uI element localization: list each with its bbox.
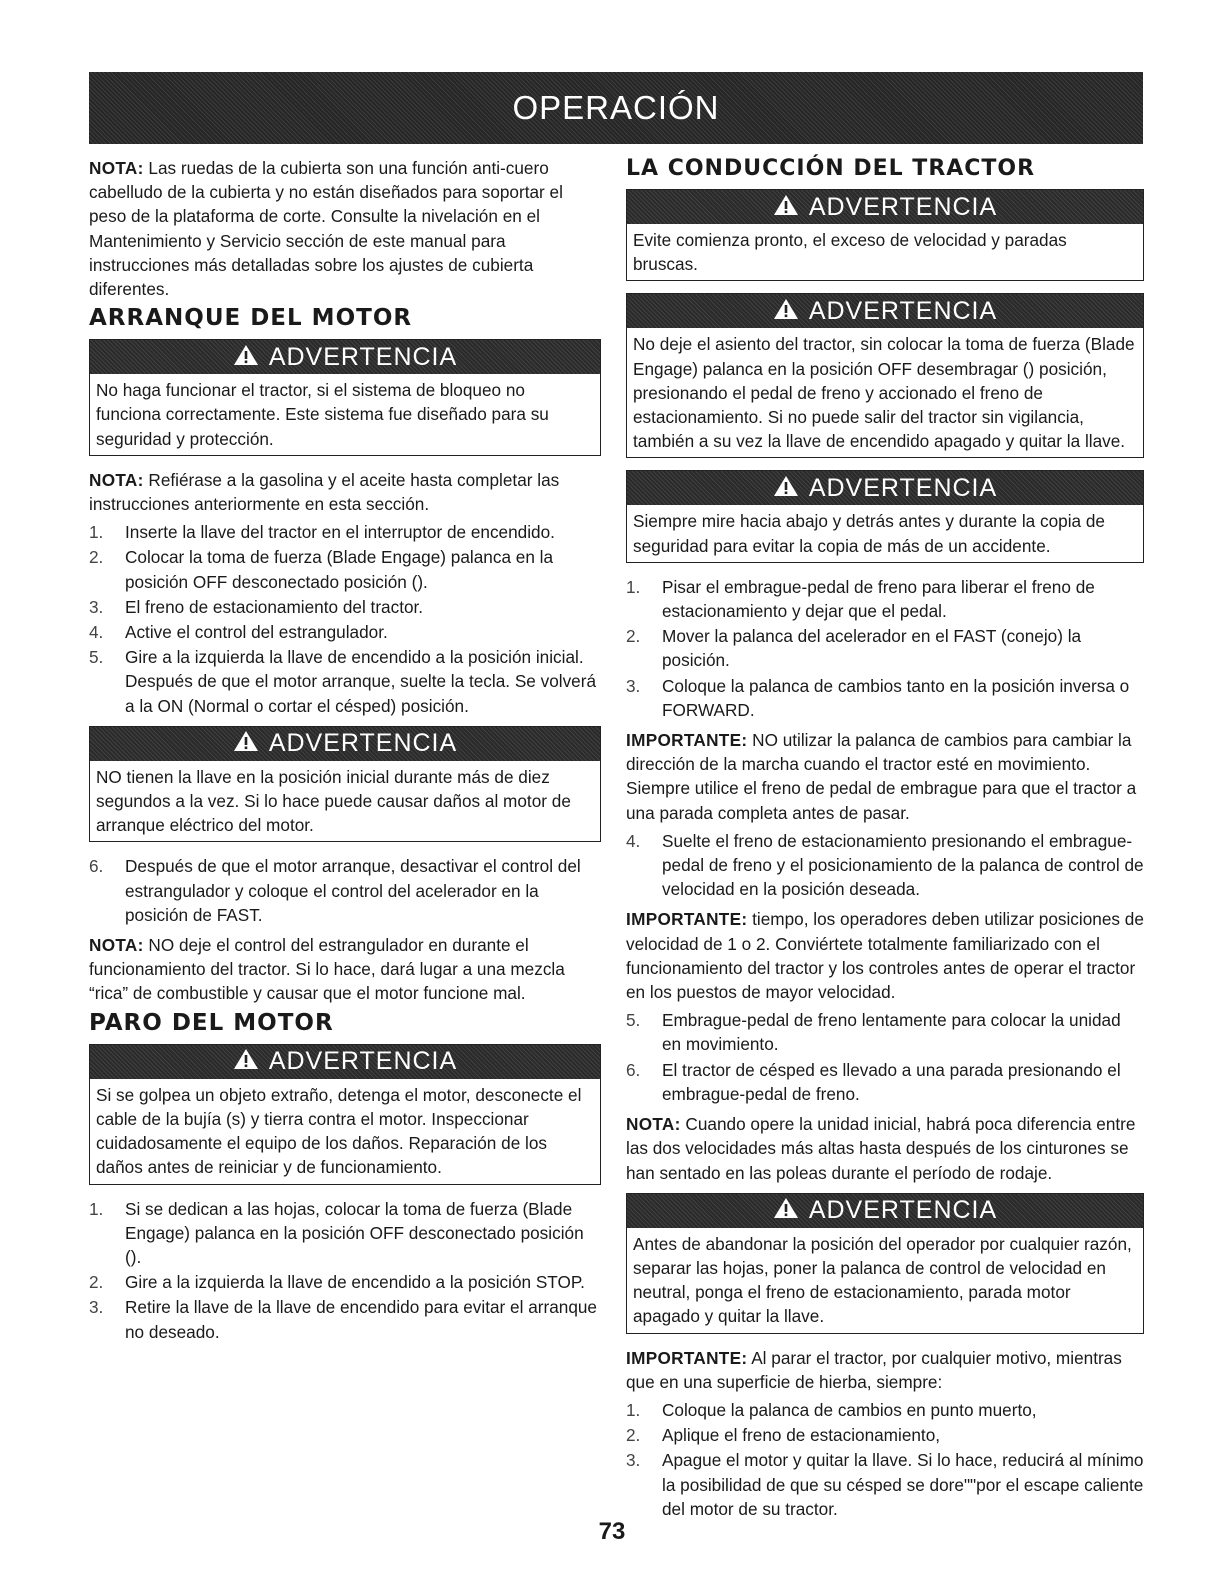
page-number: 73 (598, 1518, 626, 1545)
list-item: 4. Active el control del estrangulador. (89, 622, 388, 643)
warning-title: ADVERTENCIA (268, 729, 458, 758)
nota-paragraph: NOTA: Cuando opere la unidad inicial, habrá poca diferencia entre las dos velocidades más altas hasta después de los cinturones se han sentado en las poleas durante el período de rodaje. (626, 1114, 1136, 1183)
warning-box (626, 189, 1144, 281)
list-item: 2. Colocar la toma de fuerza (Blade Engage) palanca en la posición OFF desconectado posición (). (89, 547, 554, 592)
nota-paragraph: NOTA: Refiérase a la gasolina y el aceite hasta completar las instrucciones anteriormente en esta sección. (89, 469, 560, 515)
list-item: 5. Embrague-pedal de freno lentamente para colocar la unidad en movimiento. (626, 1010, 1121, 1055)
warning-text: NO tienen la llave en la posición inicial durante más de diez segundos a la vez. Si lo hace puede causar daños al motor de arranque eléctrico del motor. (96, 766, 571, 836)
start-steps-list-continued (89, 854, 601, 927)
warning-title: ADVERTENCIA (808, 473, 998, 502)
warning-header (90, 1045, 600, 1079)
section-heading-arranque: ARRANQUE DEL MOTOR (89, 305, 413, 332)
warning-triangle-icon (773, 298, 799, 325)
driving-steps-list-continued (626, 1008, 1144, 1106)
list-item: 2. Mover la palanca del acelerador en el FAST (conejo) la posición. (626, 626, 1082, 671)
warning-header (627, 294, 1143, 328)
left-column (89, 156, 601, 1350)
warning-triangle-icon (773, 1197, 799, 1224)
list-item: 1. Inserte la llave del tractor en el interruptor de encendido. (89, 522, 555, 543)
stop-steps-list (89, 1197, 601, 1344)
list-item: 1. Si se dedican a las hojas, colocar la toma de fuerza (Blade Engage) palanca en la posición OFF desconectado posición (). (89, 1198, 584, 1267)
warning-box (626, 470, 1144, 562)
warning-header (90, 727, 600, 761)
warning-box (89, 339, 601, 456)
warning-box (89, 726, 601, 843)
list-item: 1. Coloque la palanca de cambios en punto muerto, (626, 1399, 1037, 1420)
list-item: 1. Pisar el embrague-pedal de freno para liberar el freno de estacionamiento y dejar que el pedal. (626, 576, 1095, 622)
page-title: OPERACIÓN (512, 89, 720, 126)
importante-paragraph: IMPORTANTE: tiempo, los operadores deben utilizar posiciones de velocidad de 1 o 2. Conviértete totalmente familiarizado con el funcionamiento del tractor y los controles antes de operar el tractor en los puestos de mayor velocidad. (626, 909, 1144, 1003)
warning-text: Si se golpea un objeto extraño, detenga el motor, desconecte el cable de la bujía (s) y tierra contra el motor. Inspeccionar cuidadosamente el equipo de los daños. Reparación de los daños antes de reiniciar y de funcionamiento. (96, 1084, 582, 1178)
importante-paragraph: IMPORTANTE: NO utilizar la palanca de cambios para cambiar la dirección de la marcha cuando el tractor esté en movimiento. Siempre utilice el freno de pedal de embrague para que el tractor a una parada completa antes de pasar. (626, 730, 1137, 823)
warning-title: ADVERTENCIA (808, 1196, 998, 1225)
warning-header (627, 1194, 1143, 1228)
warning-title: ADVERTENCIA (808, 192, 998, 221)
warning-text: Antes de abandonar la posición del operador por cualquier razón, separar las hojas, poner la palanca de control de velocidad en neutral, ponga el freno de estacionamiento, parada motor apagado y quitar la llave. (633, 1233, 1132, 1327)
warning-triangle-icon (233, 344, 259, 371)
list-item: 6. El tractor de césped es llevado a una parada presionando el embrague-pedal de freno. (626, 1059, 1121, 1104)
warning-title: ADVERTENCIA (268, 342, 458, 371)
warning-text: No deje el asiento del tractor, sin colocar la toma de fuerza (Blade Engage) palanca en la posición OFF desembragar () posición, presionando el pedal de freno y accionado el freno de estacionamiento. Si no puede salir del tractor sin vigilancia, también a su vez la llave de encendido apagado y quitar la llave. (633, 334, 1135, 452)
nota-paragraph: NOTA: Las ruedas de la cubierta son una función anti-cuero cabelludo de la cubierta y no están diseñados para soportar el peso de la plataforma de corte. Consulte la nivelación en el Mantenimiento y Servicio sección de este manual para instrucciones más detalladas sobre los ajustes de cubierta diferentes. (89, 158, 563, 300)
warning-box (89, 1044, 601, 1185)
nota-paragraph: NOTA: NO deje el control del estrangulador en durante el funcionamiento del tractor. Si lo hace, dará lugar a una mezcla “rica” de combustible y causar que el motor funcione mal. (89, 935, 565, 1004)
warning-box (626, 1193, 1144, 1334)
page-header-banner (89, 72, 1143, 144)
warning-header (627, 471, 1143, 505)
warning-triangle-icon (773, 194, 799, 221)
warning-triangle-icon (773, 475, 799, 502)
start-steps-list (89, 520, 601, 718)
list-item: 3. Coloque la palanca de cambios tanto en la posición inversa o FORWARD. (626, 675, 1130, 720)
warning-text: Siempre mire hacia abajo y detrás antes y durante la copia de seguridad para evitar la copia de más de un accidente. (633, 511, 1105, 556)
list-item: 3. Retire la llave de la llave de encendido para evitar el arranque no deseado. (89, 1297, 597, 1342)
section-heading-paro: PARO DEL MOTOR (89, 1009, 334, 1036)
warning-header (627, 190, 1143, 224)
section-heading-conduccion: LA CONDUCCIÓN DEL TRACTOR (626, 156, 1036, 181)
warning-box (626, 293, 1144, 458)
driving-steps-list-continued (626, 829, 1144, 902)
list-item: 3. Apague el motor y quitar la llave. Si lo hace, reducirá al mínimo la posibilidad de que su césped se dore""por el escape caliente del motor de su tractor. (626, 1450, 1144, 1519)
list-item: 4. Suelte el freno de estacionamiento presionando el embrague-pedal de freno y el posicionamiento de la palanca de control de velocidad en la posición deseada. (626, 830, 1144, 900)
warning-text: No haga funcionar el tractor, si el sistema de bloqueo no funciona correctamente. Este sistema fue diseñado para su seguridad y protección. (96, 380, 549, 449)
warning-title: ADVERTENCIA (808, 296, 998, 325)
warning-triangle-icon (233, 1048, 259, 1075)
right-column (626, 156, 1144, 1527)
warning-triangle-icon (233, 730, 259, 757)
list-item: 2. Aplique el freno de estacionamiento, (626, 1425, 941, 1446)
warning-header (90, 340, 600, 374)
list-item: 5. Gire a la izquierda la llave de encendido a la posición inicial. Después de que el motor arranque, suelte la tecla. Se volverá a la ON (Normal o cortar el césped) posición. (89, 647, 597, 716)
importante-paragraph: IMPORTANTE: Al parar el tractor, por cualquier motivo, mientras que en una superficie de hierba, siempre: (626, 1347, 1122, 1392)
list-item: 2. Gire a la izquierda la llave de encendido a la posición STOP. (89, 1272, 585, 1293)
list-item: 3. El freno de estacionamiento del tractor. (89, 596, 424, 617)
driving-steps-list (626, 575, 1144, 722)
stopping-steps-list (626, 1398, 1144, 1521)
warning-text: Evite comienza pronto, el exceso de velocidad y paradas bruscas. (633, 230, 1067, 275)
list-item: 6. Después de que el motor arranque, desactivar el control del estrangulador y coloque el control del acelerador en la posición de FAST. (89, 856, 581, 925)
warning-title: ADVERTENCIA (268, 1047, 458, 1076)
